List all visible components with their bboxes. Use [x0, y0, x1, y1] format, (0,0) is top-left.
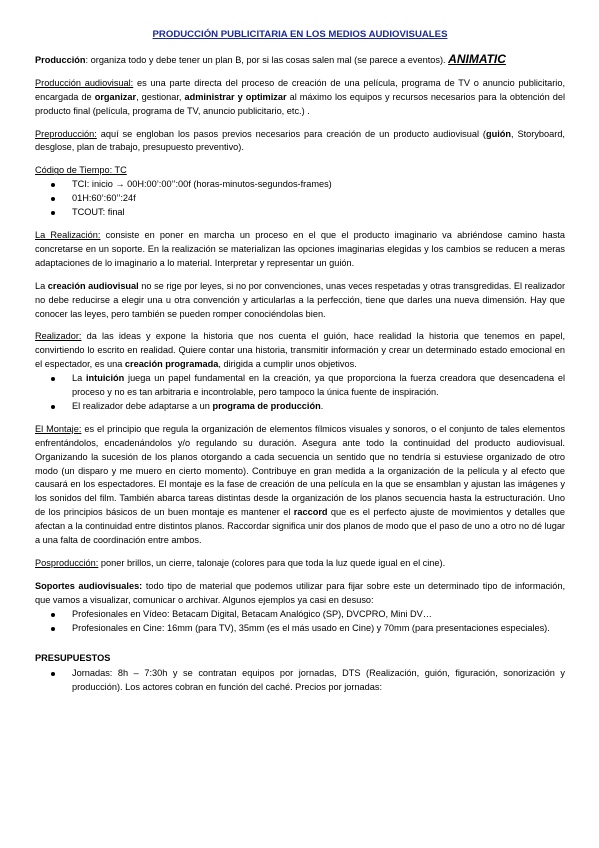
soportes-text: todo tipo de material que podemos utilizar para fijar sobre este un determinado tipo de información, que vamos a visualizar, comunicar o archivar. Algunos ejemplos ya casi en desuso: [35, 580, 565, 605]
paragraph-creacion-audiovisual [35, 280, 565, 322]
term-produccion: Producción [35, 54, 86, 65]
creacion-text-2: no se rige por leyes, si no por convenciones, unas veces respetadas y otras transgredidas. El realizador no debe reducirse a elegir una u otra convención y articularlas a la perfección, tiene que darles una nueva dimensión. Hay que conocer las leyes, pero también se pueden romper conociéndolas bien. [35, 280, 566, 319]
paragraph-soportes [35, 580, 565, 608]
paragraph-produccion-audiovisual [35, 77, 565, 119]
item-text-1: La [72, 373, 86, 384]
term-posproduccion: Posproducción: [35, 558, 99, 568]
term-codigo-tiempo: Código de Tiempo: TC [35, 165, 127, 176]
list-item: Jornadas: 8h – 7:30h y se contratan equipos por jornadas, DTS (Realización, guión, figuración, sonorización y producción). Los actores cobran en función del caché. Precios por jornadas: [72, 667, 565, 695]
term-soportes: Soportes audiovisuales: [35, 580, 143, 591]
paragraph-montaje [35, 423, 565, 548]
list-item: TCOUT: final [72, 206, 565, 220]
soportes-list [35, 608, 565, 636]
animatic-label: ANIMATIC [448, 51, 506, 66]
section-realizador [35, 330, 565, 413]
term-montaje: El Montaje: [35, 423, 82, 434]
list-item: Profesionales en Vídeo: Betacam Digital, Betacam Analógico (SP), DVCPRO, Mini DV… [72, 608, 565, 622]
term-realizador: Realizador: [35, 331, 82, 342]
section-codigo-tiempo [35, 164, 565, 220]
paragraph-realizacion [35, 229, 565, 271]
realizador-text-2: , dirigida a cumplir unos objetivos. [218, 359, 357, 370]
realizador-bold-1: creación programada [124, 359, 219, 370]
item-text-2: juega un papel fundamental en la creación, ya que proporciona la fuerza creadora que desencadena el proceso y no es tan arbitraria e incontrolable, pero tampoco la única fuente de inspiración. [72, 373, 565, 398]
audiovisual-bold-1: organizar [94, 91, 137, 102]
item-text-2: . [320, 400, 324, 411]
item-bold: intuición [85, 373, 125, 384]
list-item [72, 372, 565, 400]
preproduccion-bold-1: guión [485, 128, 511, 139]
produccion-text: : organiza todo y debe tener un plan B, por si las cosas salen mal (se parece a eventos). [85, 54, 449, 65]
montaje-text-1: es el principio que regula la organización de elementos fílmicos visuales y sonoros, o el conjunto de tales elementos enfrentándolos, encadenándolos y/o regulando su duración. Asegura ante todo la continuidad del producto audiovisual. Organizando la sucesión de los planos otorgando a cada secuencia un sentido que no tendría si estuviese organizado de otro modo (un disparo y me muero en cierto momento). Contribuye en gran medida a la organización de la película y al efecto que causará en los espectadores. El montaje es la fase de creación de una película en la que se ensamblan y ajustan las imágenes y los sonidos del film. También abarca tareas distintas desde la organización de los planos secuencia hasta la estructuración. Uno de los principios básicos de un buen montaje es mantener el [35, 423, 565, 518]
document-title: PRODUCCIÓN PUBLICITARIA EN LOS MEDIOS AUDIOVISUALES [152, 29, 448, 40]
audiovisual-text-2: , gestionar, [136, 91, 185, 102]
audiovisual-bold-2: administrar y optimizar [184, 91, 287, 102]
paragraph-posproduccion [35, 557, 565, 571]
presupuestos-list [35, 667, 565, 695]
posproduccion-text: poner brillos, un cierre, talonaje (colores para que toda la luz quede igual en el cine). [98, 558, 446, 568]
list-item: 01H:60’:60’’:24f [72, 192, 565, 206]
montaje-text-2: que es el perfecto ajuste de movimientos y detalles que afectan a la continuidad entre distintos planos. Raccordar significa unir dos planos de modo que el paso de uno a otro no dé lugar a una falta de coordinación entre ambos. [35, 507, 565, 546]
list-item: Profesionales en Cine: 16mm (para TV), 35mm (es el más usado en Cine) y 70mm (para presentaciones especiales). [72, 622, 565, 636]
audiovisual-text-3: al máximo los equipos y recursos necesarios para la obtención del producto final (película, programa de TV, anuncio publicitario, etc.) . [35, 91, 566, 116]
paragraph-realizador [35, 330, 565, 372]
section-presupuestos [35, 652, 565, 696]
term-produccion-audiovisual: Producción audiovisual: [35, 77, 134, 88]
paragraph-produccion [35, 53, 565, 68]
term-realizacion: La Realización: [35, 229, 101, 240]
tc-list [35, 178, 565, 220]
creacion-bold-1: creación audiovisual [47, 280, 139, 291]
heading-presupuestos: PRESUPUESTOS [35, 652, 111, 663]
montaje-bold-1: raccord [293, 507, 328, 518]
realizador-text-1: da las ideas y expone la historia que nos cuenta el guión, hace realidad la historia que tenemos en papel, convirtiendo lo escrito en realidad. Quiere contar una historia, transmitir información y crear un determinado estado emocional en el espectador, es una [35, 331, 565, 370]
item-bold: programa de producción [212, 400, 321, 411]
realizador-list [35, 372, 565, 414]
item-text-1: El realizador debe adaptarse a un [72, 400, 213, 411]
list-item [72, 400, 565, 414]
preproduccion-text-2: , Storyboard, desglose, plan de trabajo, presupuesto preventivo). [35, 128, 565, 153]
paragraph-preproduccion [35, 128, 565, 156]
audiovisual-text-1: es una parte directa del proceso de creación de una película, programa de TV o anuncio publicitario, encargada de [35, 77, 565, 102]
preproduccion-text-1: aquí se engloban los pasos previos necesarios para creación de un producto audiovisual ( [96, 128, 486, 139]
realizacion-text: consiste en poner en marcha un proceso en el que el producto imaginario va abriéndose camino hasta concretarse en un soporte. En la realización se materializan las opciones imaginarias elegidas y los cambios se reducen a meras adaptaciones de lo imaginario a lo material. Interpretar y representar un guión. [35, 229, 565, 268]
list-item: TCI: inicio → 00H:00’:00’’:00f (horas-minutos-segundos-frames) [72, 178, 565, 192]
creacion-text-1: La [35, 280, 48, 291]
section-soportes [35, 580, 565, 636]
term-preproduccion: Preproducción: [35, 128, 97, 139]
